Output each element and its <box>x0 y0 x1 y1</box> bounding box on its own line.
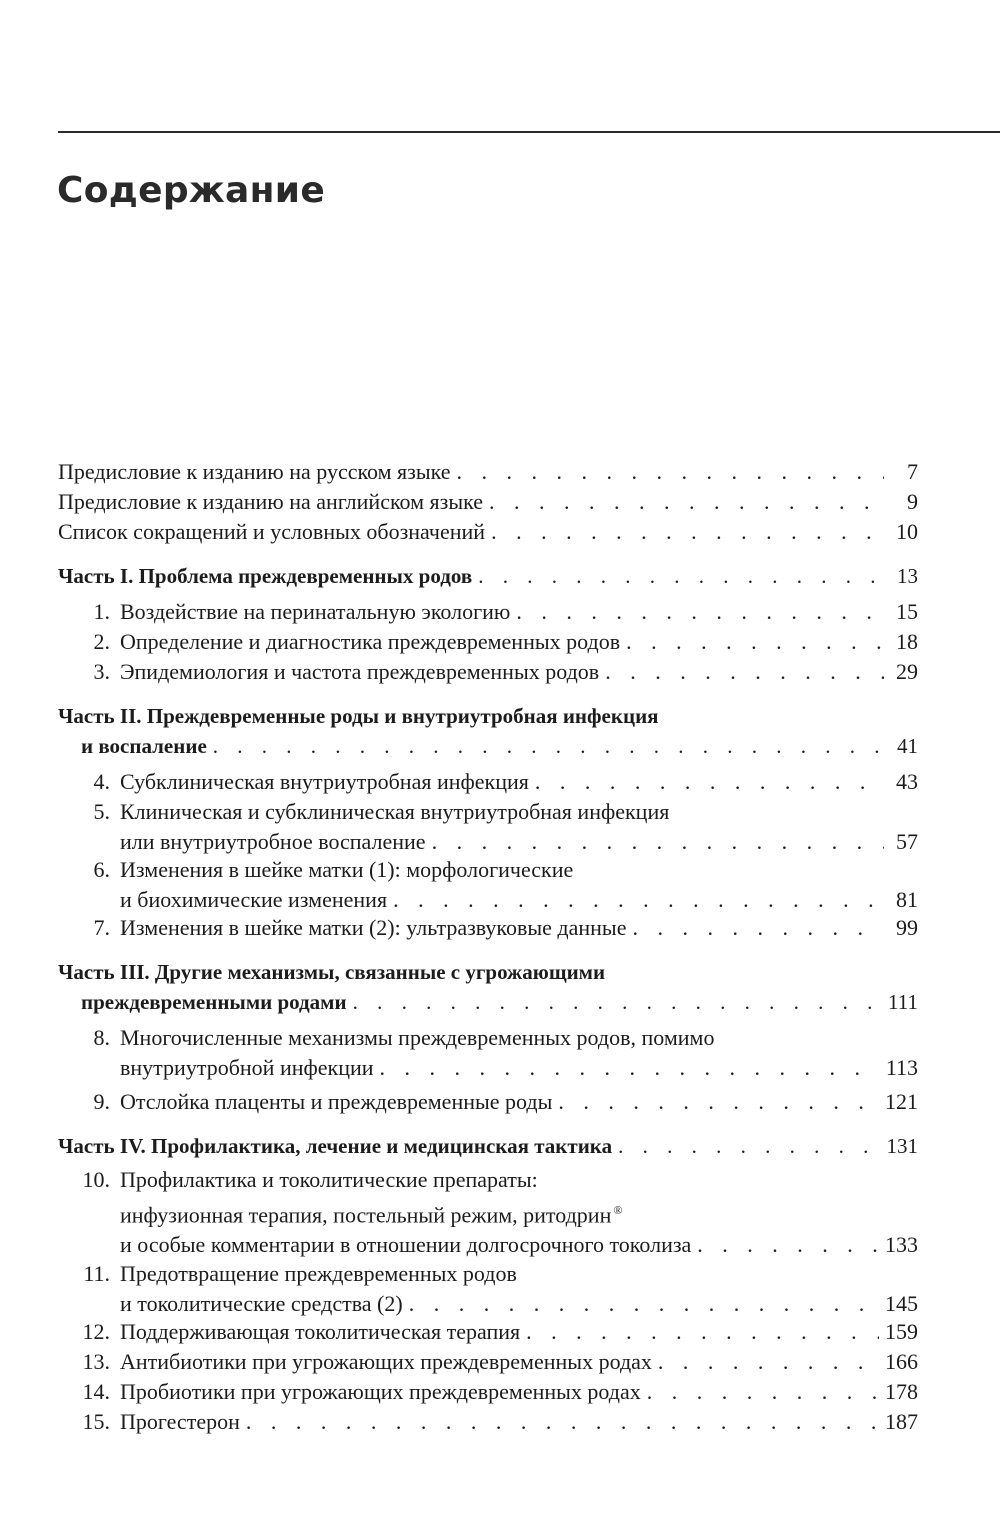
page-number: 18 <box>896 629 918 654</box>
dot-leader <box>246 1407 879 1437</box>
entry-last-line <box>120 1347 918 1377</box>
page-number: 111 <box>888 990 918 1014</box>
entry-last-line <box>120 1053 918 1083</box>
toc-chapter[interactable] <box>80 1165 918 1260</box>
dot-leader <box>535 767 884 797</box>
chapter-number: 7. <box>93 915 110 940</box>
entry-body <box>120 1023 918 1083</box>
entry-body <box>120 913 918 943</box>
entry-body <box>120 1165 918 1260</box>
entry-line: Субклиническая внутриутробная инфекция <box>120 769 529 794</box>
entry-body <box>58 957 918 1017</box>
chapter-number: 3. <box>93 659 110 684</box>
dot-leader <box>618 1131 880 1161</box>
page-number: 166 <box>885 1349 918 1374</box>
dot-leader <box>526 1317 879 1347</box>
page-title: Содержание <box>57 170 326 211</box>
entry-last-line <box>58 487 918 517</box>
entry-last-line <box>58 1131 918 1161</box>
dot-leader <box>491 517 884 547</box>
page-number: 57 <box>896 829 918 854</box>
page-number: 43 <box>896 769 918 794</box>
entry-line: Прогестерон <box>120 1409 240 1434</box>
entry-body <box>58 1131 918 1161</box>
chapter-number: 11. <box>83 1261 110 1286</box>
dot-leader <box>380 1053 880 1083</box>
entry-body <box>120 1347 918 1377</box>
page-number: 9 <box>907 489 918 514</box>
entry-line: и особые комментарии в отношении долгосрочного токолиза <box>120 1232 692 1258</box>
toc-front-matter[interactable] <box>58 457 918 487</box>
entry-line: Предисловие к изданию на английском языке <box>58 489 484 514</box>
entry-body <box>58 487 918 517</box>
entry-body <box>120 767 918 797</box>
entry-last-line <box>120 1289 918 1319</box>
entry-line: или внутриутробное воспаление <box>120 829 426 854</box>
entry-line: и воспаление <box>81 734 207 758</box>
entry-line: Антибиотики при угрожающих преждевременных родах <box>120 1349 652 1374</box>
entry-body <box>120 855 918 915</box>
entry-last-line <box>120 1230 918 1260</box>
entry-last-line <box>120 827 918 857</box>
dot-leader <box>558 1087 879 1117</box>
dot-leader <box>432 827 884 857</box>
chapter-number: 10. <box>82 1167 110 1192</box>
entry-line: Часть IV. Профилактика, лечение и медицинская тактика <box>58 1134 613 1158</box>
toc-chapter[interactable] <box>80 1317 918 1347</box>
dot-leader <box>632 913 884 943</box>
entry-line: Пробиотики при угрожающих преждевременных родах <box>120 1379 641 1404</box>
entry-line-text: инфузионная терапия, постельный режим, ритодрин <box>120 1202 612 1228</box>
page-number: 29 <box>896 659 918 684</box>
toc-chapter[interactable] <box>80 1407 918 1437</box>
entry-last-line <box>58 561 918 591</box>
chapter-number: 4. <box>93 769 110 794</box>
dot-leader <box>489 487 884 517</box>
page-number: 7 <box>907 459 918 484</box>
dot-leader <box>457 457 884 487</box>
chapter-number: 12. <box>82 1319 110 1344</box>
toc-chapter[interactable] <box>80 597 918 627</box>
entry-body <box>120 1087 918 1117</box>
entry-body <box>120 1317 918 1347</box>
entry-last-line <box>120 1317 918 1347</box>
entry-line: Изменения в шейке матки (2): ультразвуковые данные <box>120 915 627 940</box>
chapter-number: 2. <box>93 629 110 654</box>
toc-chapter[interactable] <box>80 657 918 687</box>
entry-body <box>120 597 918 627</box>
toc-chapter[interactable] <box>80 1377 918 1407</box>
entry-body <box>120 797 918 857</box>
entry-last-line <box>58 731 918 761</box>
page-number: 121 <box>885 1089 918 1114</box>
toc-chapter[interactable] <box>80 855 918 915</box>
entry-line: внутриутробной инфекции <box>120 1055 374 1080</box>
dot-leader <box>353 987 882 1017</box>
toc-part[interactable] <box>58 701 918 761</box>
entry-line: преждевременными родами <box>81 990 347 1014</box>
dot-leader <box>409 1289 879 1319</box>
dot-leader <box>697 1230 879 1260</box>
entry-line: Клиническая и субклиническая внутриутробная инфекция <box>120 799 670 824</box>
entry-last-line <box>58 457 918 487</box>
toc-chapter[interactable] <box>80 767 918 797</box>
chapter-number: 15. <box>82 1409 110 1434</box>
entry-line: и токолитические средства (2) <box>120 1291 403 1316</box>
entry-body <box>58 457 918 487</box>
entry-last-line <box>120 1407 918 1437</box>
chapter-number: 9. <box>93 1089 110 1114</box>
toc-chapter[interactable] <box>80 797 918 857</box>
entry-body <box>58 701 918 761</box>
entry-last-line <box>120 627 918 657</box>
registered-mark: ® <box>613 1203 623 1217</box>
entry-line: Воздействие на перинатальную экологию <box>120 599 511 624</box>
dot-leader <box>605 657 884 687</box>
entry-body <box>120 1407 918 1437</box>
chapter-number: 13. <box>82 1349 110 1374</box>
page-number: 131 <box>886 1134 918 1158</box>
entry-line: Предисловие к изданию на русском языке <box>58 459 451 484</box>
chapter-number: 6. <box>93 857 110 882</box>
page-number: 13 <box>897 564 918 588</box>
entry-line: Список сокращений и условных обозначений <box>58 519 486 544</box>
toc-chapter[interactable] <box>80 1087 918 1117</box>
page-number: 81 <box>896 887 918 912</box>
entry-line: Эпидемиология и частота преждевременных родов <box>120 659 600 684</box>
toc-front-matter[interactable] <box>58 517 918 547</box>
dot-leader <box>626 627 884 657</box>
page-number: 178 <box>885 1379 918 1404</box>
entry-line: Часть III. Другие механизмы, связанные с угрожающими <box>58 960 606 984</box>
entry-line: и биохимические изменения <box>120 887 388 912</box>
entry-body <box>58 561 918 591</box>
toc-chapter[interactable] <box>80 627 918 657</box>
page-number: 133 <box>885 1232 918 1258</box>
toc-chapter[interactable] <box>80 1259 918 1319</box>
entry-last-line <box>120 767 918 797</box>
dot-leader <box>658 1347 879 1377</box>
chapter-number: 8. <box>93 1025 110 1050</box>
page-number: 10 <box>896 519 918 544</box>
entry-line: Поддерживающая токолитическая терапия <box>120 1319 521 1344</box>
entry-body <box>58 517 918 547</box>
page-number: 15 <box>896 599 918 624</box>
entry-line: Профилактика и токолитические препараты: <box>120 1167 538 1192</box>
dot-leader <box>478 561 884 591</box>
entry-last-line <box>120 597 918 627</box>
entry-last-line <box>58 987 918 1017</box>
toc-front-matter[interactable] <box>58 487 918 517</box>
entry-last-line <box>120 885 918 915</box>
page-number: 159 <box>885 1319 918 1344</box>
entry-line: Часть II. Преждевременные роды и внутриутробная инфекция <box>58 704 659 728</box>
entry-line: Изменения в шейке матки (1): морфологические <box>120 857 574 882</box>
chapter-number: 1. <box>93 599 110 624</box>
toc-chapter[interactable] <box>80 1023 918 1083</box>
page-number: 99 <box>896 915 918 940</box>
toc-part[interactable] <box>58 957 918 1017</box>
entry-line: Многочисленные механизмы преждевременных родов, помимо <box>120 1025 715 1050</box>
entry-last-line <box>120 1087 918 1117</box>
page-number: 187 <box>885 1409 918 1434</box>
page-number: 41 <box>897 734 918 758</box>
chapter-number: 14. <box>82 1379 110 1404</box>
entry-line: Отслойка плаценты и преждевременные роды <box>120 1089 553 1114</box>
entry-line <box>120 1195 918 1230</box>
entry-last-line <box>120 657 918 687</box>
entry-line: Предотвращение преждевременных родов <box>120 1261 517 1286</box>
entry-body <box>120 627 918 657</box>
entry-last-line <box>120 1377 918 1407</box>
entry-last-line <box>120 913 918 943</box>
dot-leader <box>647 1377 879 1407</box>
entry-last-line <box>58 517 918 547</box>
entry-body <box>120 1377 918 1407</box>
chapter-number: 5. <box>93 799 110 824</box>
toc-part[interactable] <box>58 561 918 591</box>
toc-part[interactable] <box>58 1131 918 1161</box>
toc-chapter[interactable] <box>80 913 918 943</box>
entry-line: Определение и диагностика преждевременных родов <box>120 629 621 654</box>
dot-leader <box>393 885 884 915</box>
entry-body <box>120 1259 918 1319</box>
page-number: 113 <box>885 1055 918 1080</box>
page-number: 145 <box>885 1291 918 1316</box>
dot-leader <box>516 597 884 627</box>
dot-leader <box>213 731 884 761</box>
entry-body <box>120 657 918 687</box>
toc-chapter[interactable] <box>80 1347 918 1377</box>
entry-line: Часть I. Проблема преждевременных родов <box>58 564 473 588</box>
